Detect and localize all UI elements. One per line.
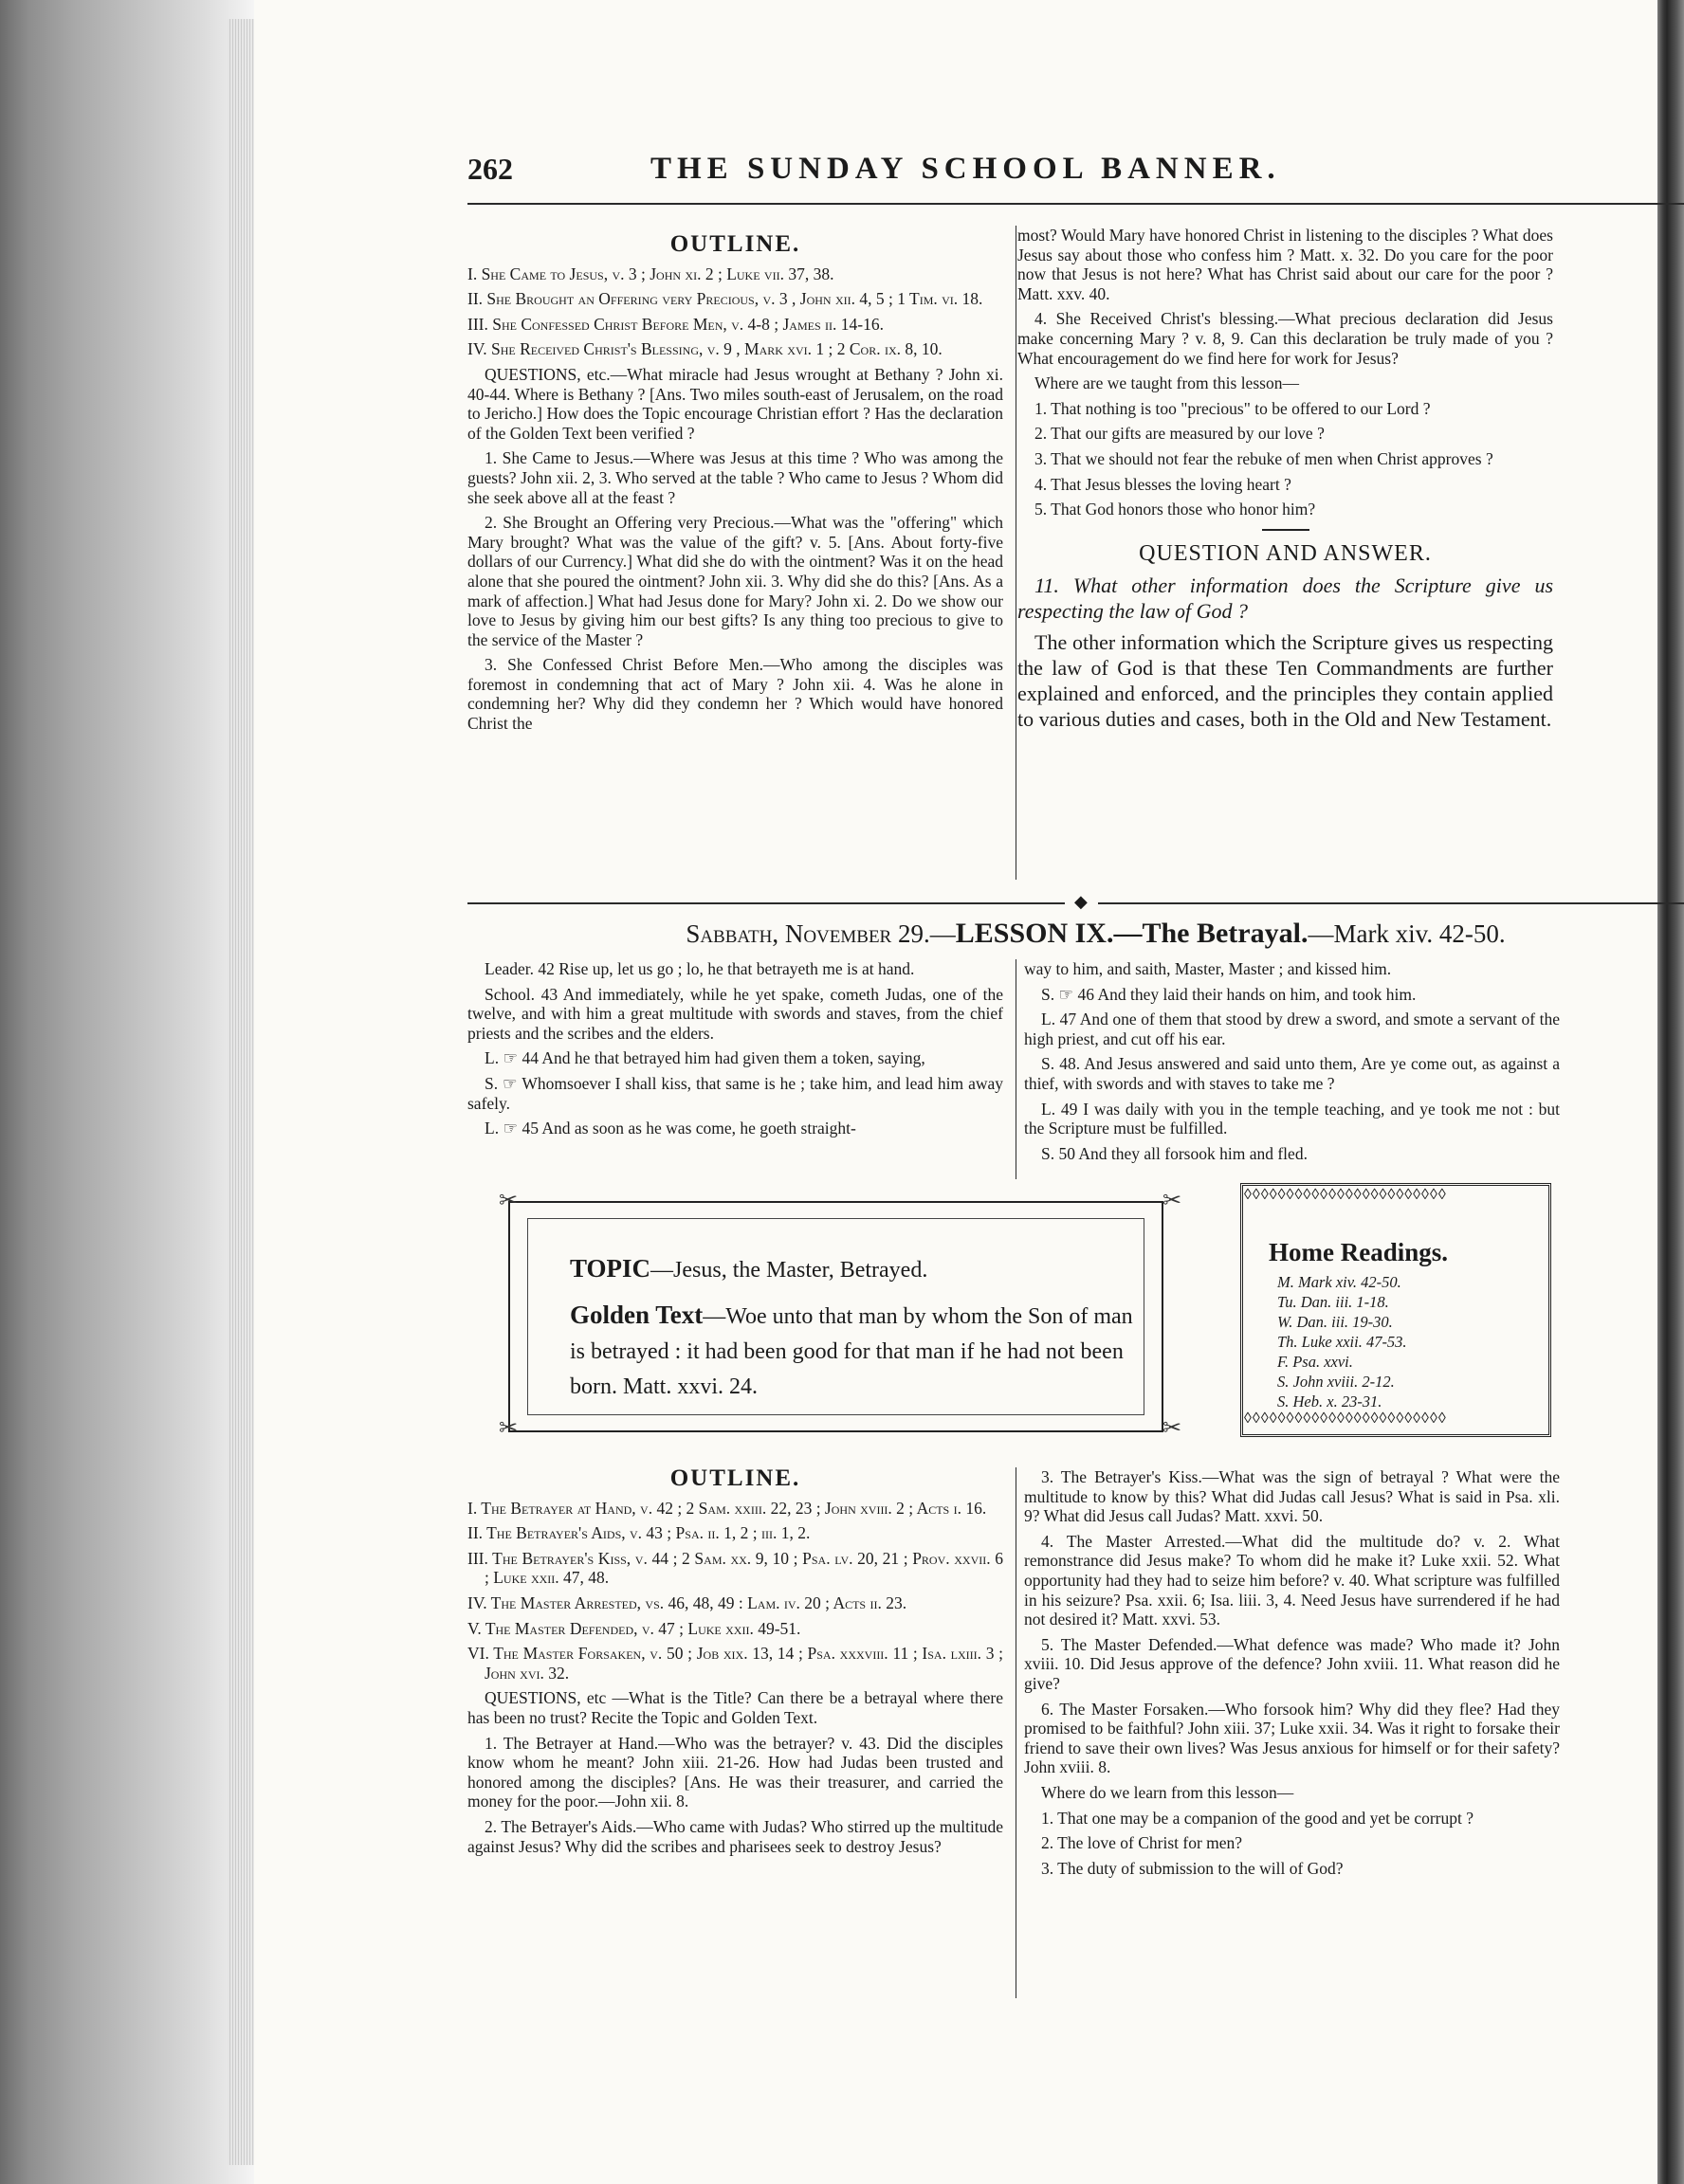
scripture-left-column <box>467 959 1003 1144</box>
question-paragraph: 3. She Confessed Christ Before Men.—Who among the disciples was foremost in condemning that act of Mary ? John xii. 4. Was he alone in condemning her? Why did they condemn her ? Which would have honored Christ the <box>467 655 1003 734</box>
lesson-title <box>467 918 1684 950</box>
scripture-verse: School. 43 And immediately, while he yet spake, cometh Judas, one of the twelve, and with him a great multitude with swords and staves, from the chief priests and the scribes and the elders. <box>467 984 1003 1043</box>
ornament-diamond-icon: ◆ <box>1074 892 1088 911</box>
ornament-rule-right <box>1098 902 1684 904</box>
scripture-verse: L. 49 I was daily with you in the temple teaching, and ye took me not : but the Scripture must be fulfilled. <box>1024 1099 1560 1138</box>
lesson-point: 2. That our gifts are measured by our love ? <box>1034 424 1325 444</box>
question-paragraph: 1. The Betrayer at Hand.—Who was the betrayer? v. 43. Did the disciples know whom he meant? John xiii. 21-26. How had Judas been trusted and honored among the disciples? [Ans. He was their treasurer, and carried the money for the poor.—John xii. 8. <box>467 1733 1003 1811</box>
question-paragraph: 3. The Betrayer's Kiss.—What was the sign of betrayal ? What were the multitude to know by this? What did Judas call Jesus? What is said in Psa. xli. 9? What did Jesus call Judas? Matt. xxvi. 50. <box>1024 1467 1560 1526</box>
lesson-date: Sabbath, November 29.— <box>686 919 956 948</box>
topic-line <box>570 1251 1139 1288</box>
lesson-intro: Where are we taught from this lesson— <box>1034 373 1299 393</box>
home-readings-list <box>1277 1272 1407 1411</box>
home-reading-item: Th. Luke xxii. 47-53. <box>1277 1333 1407 1351</box>
page-stack-edge <box>228 19 254 2165</box>
scripture-right-column <box>1024 959 1560 1169</box>
question-paragraph: 1. She Came to Jesus.—Where was Jesus at this time ? Who was among the guests? John xii. 2, 3. Who served at the table ? Who came to Jesus ? Whom did she seek above all at the feast ? <box>467 448 1003 507</box>
qa-answer: The other information which the Scripture gives us respecting the law of God is that these Ten Commandments are further explained and enforced, and the principles they contain applied to various duties and cases, both in the Old and New Testament. <box>1017 630 1553 732</box>
page-title: THE SUNDAY SCHOOL BANNER. <box>650 152 1281 186</box>
lesson-point: 3. That we should not fear the rebuke of men when Christ approves ? <box>1034 448 1493 468</box>
scripture-verse: L. ☞ 45 And as soon as he was come, he goeth straight- <box>485 1119 856 1138</box>
question-paragraph: 4. She Received Christ's blessing.—What precious declaration did Jesus make concerning Mary ? v. 8, 9. Can this declaration be truly made of you ? What encouragement do we find here for work for Jesus? <box>1017 309 1553 368</box>
golden-text-label: Golden Text <box>570 1301 704 1329</box>
outline-item: VI. The Master Forsaken, v. 50 ; Job xix. 13, 14 ; Psa. xxxviii. 11 ; Isa. lxiii. 3 ; John xvi. 32. <box>467 1644 1003 1683</box>
home-reading-item: W. Dan. iii. 19-30. <box>1277 1313 1393 1331</box>
header-rule <box>467 203 1684 205</box>
question-paragraph: 6. The Master Forsaken.—Who forsook him? Why did they flee? Had they promised to be faithful? John xiii. 37; Luke xxii. 34. Was it right to forsake their friend to save their own lives? Was Jesus anxious for himself or for their safety? John xviii. 8. <box>1024 1699 1560 1777</box>
questions-paragraph: QUESTIONS, etc.—What miracle had Jesus wrought at Bethany ? John xi. 40-44. Where is Bethany ? [Ans. Two miles south-east of Jerusalem, on the road to Jericho.] How does the Topic encourage Christian effort ? Has the declaration of the Golden Text been verified ? <box>467 364 1003 443</box>
qa-heading: QUESTION AND ANSWER. <box>1139 540 1432 566</box>
scripture-verse: L. ☞ 44 And he that betrayed him had given them a token, saying, <box>485 1048 925 1068</box>
home-readings-title: Home Readings. <box>1269 1238 1448 1266</box>
corner-ornament-icon: ✂ <box>499 1189 519 1213</box>
lesson-point: 2. The love of Christ for men? <box>1041 1833 1243 1853</box>
outline2-left-column <box>467 1465 1003 1862</box>
outline-item: I. The Betrayer at Hand, v. 42 ; 2 Sam. xxiii. 22, 23 ; John xviii. 2 ; Acts i. 16. <box>467 1498 987 1518</box>
outline-item: III. The Betrayer's Kiss, v. 44 ; 2 Sam. xx. 9, 10 ; Psa. lv. 20, 21 ; Prov. xxvii. 6 ; Luke xxii. 47, 48. <box>467 1548 1003 1588</box>
lesson-point: 3. The duty of submission to the will of God? <box>1041 1858 1344 1878</box>
ornamental-border-bottom: ◊◊◊◊◊◊◊◊◊◊◊◊◊◊◊◊◊◊◊◊◊◊◊◊ <box>1244 1410 1447 1427</box>
lesson-point: 1. That one may be a companion of the good and yet be corrupt ? <box>1041 1808 1474 1828</box>
golden-text-line <box>570 1298 1139 1405</box>
ornamental-border-top: ◊◊◊◊◊◊◊◊◊◊◊◊◊◊◊◊◊◊◊◊◊◊◊◊ <box>1244 1187 1447 1203</box>
lesson-point: 5. That God honors those who honor him? <box>1034 500 1316 519</box>
scripture-verse: S. ☞ Whomsoever I shall kiss, that same is he ; take him, and lead him away safely. <box>467 1073 1003 1113</box>
scripture-verse: S. ☞ 46 And they laid their hands on him, and took him. <box>1041 984 1417 1004</box>
corner-ornament-icon: ✂ <box>499 1416 519 1441</box>
outline1-right-column <box>1017 226 1553 737</box>
topic-label: TOPIC <box>570 1254 651 1283</box>
scripture-verse: L. 47 And one of them that stood by drew a sword, and smote a servant of the high priest, and cut off his ear. <box>1024 1010 1560 1048</box>
home-reading-item: S. John xviii. 2-12. <box>1277 1373 1395 1391</box>
lesson-point: 4. That Jesus blesses the loving heart ? <box>1034 474 1291 494</box>
outline-item: I. She Came to Jesus, v. 3 ; John xi. 2 ; Luke vii. 37, 38. <box>467 264 834 283</box>
outline1-heading: OUTLINE. <box>669 231 801 257</box>
scripture-verse: Leader. 42 Rise up, let us go ; lo, he that betrayeth me is at hand. <box>485 959 915 978</box>
qa-question: 11. What other information does the Scripture give us respecting the law of God ? <box>1017 573 1553 624</box>
outline2-heading: OUTLINE. <box>669 1465 801 1491</box>
home-reading-item: Tu. Dan. iii. 1-18. <box>1277 1293 1389 1311</box>
question-paragraph: 5. The Master Defended.—What defence was made? Who made it? John xviii. 10. Did Jesus approve of the defence? John xviii. 11. What reason did he give? <box>1024 1634 1560 1693</box>
outline-item: II. She Brought an Offering very Precious, v. 3 , John xii. 4, 5 ; 1 Tim. vi. 18. <box>467 289 983 309</box>
home-reading-item: M. Mark xiv. 42-50. <box>1277 1273 1401 1291</box>
short-rule <box>1262 529 1309 531</box>
lesson-intro: Where do we learn from this lesson— <box>1041 1782 1294 1802</box>
topic-text-block <box>570 1251 1139 1405</box>
outline-item: III. She Confessed Christ Before Men, v. 4-8 ; James ii. 14-16. <box>467 314 884 334</box>
outline-item: IV. She Received Christ's Blessing, v. 9 , Mark xvi. 1 ; 2 Cor. ix. 8, 10. <box>467 339 943 359</box>
book-page <box>254 0 1657 2184</box>
page-number: 262 <box>467 152 513 186</box>
scripture-verse: S. 48. And Jesus answered and said unto them, Are ye come out, as against a thief, with swords and with staves to take me ? <box>1024 1054 1560 1093</box>
scripture-verse: S. 50 And they all forsook him and fled. <box>1041 1143 1308 1163</box>
corner-ornament-icon: ✂ <box>1162 1416 1182 1441</box>
lesson-reference: —Mark xiv. 42-50. <box>1308 919 1506 948</box>
ornament-rule-left <box>467 902 1065 904</box>
home-reading-item: S. Heb. x. 23-31. <box>1277 1392 1382 1410</box>
question-paragraph: most? Would Mary have honored Christ in listening to the disciples ? What does Jesus say about those who confess him ? Matt. x. 32. Do you care for the poor now that Jesus is not here? What has Christ said about our care for the poor ? Matt. xxv. 40. <box>1017 226 1553 303</box>
book-spine-edge <box>0 0 254 2184</box>
lesson-point: 1. That nothing is too "precious" to be offered to our Lord ? <box>1034 398 1431 418</box>
question-paragraph: 2. The Betrayer's Aids.—Who came with Judas? Who stirred up the multitude against Jesus? Why did the scribes and pharisees seek to destroy Jesus? <box>467 1816 1003 1856</box>
question-paragraph: 2. She Brought an Offering very Precious.—What was the "offering" which Mary brought? What was the value of the gift? v. 5. [Ans. About forty-five dollars of our Currency.] What did she do with the ointment? Was it on the head alone that she poured the ointment? John xii. 3. Why did she do this? [Ans. As a mark of affection.] What had Jesus done for Mary? John xi. 2. Do we show our love to Jesus by giving him our best gifts? Is any thing too precious to give to the service of the Master ? <box>467 513 1003 649</box>
lesson-name: LESSON IX.—The Betrayal. <box>955 918 1309 949</box>
outline-item: II. The Betrayer's Aids, v. 43 ; Psa. ii. 1, 2 ; iii. 1, 2. <box>467 1523 811 1543</box>
next-page-edge <box>1657 0 1684 2184</box>
questions-paragraph: QUESTIONS, etc —What is the Title? Can there be a betrayal where there has been no trust? Recite the Topic and Golden Text. <box>467 1688 1003 1727</box>
scripture-verse: way to him, and saith, Master, Master ; and kissed him. <box>1024 959 1392 978</box>
outline-item: V. The Master Defended, v. 47 ; Luke xxii. 49-51. <box>467 1618 801 1638</box>
outline-item: IV. The Master Arrested, vs. 46, 48, 49 : Lam. iv. 20 ; Acts ii. 23. <box>467 1592 907 1612</box>
home-reading-item: F. Psa. xxvi. <box>1277 1353 1353 1371</box>
topic-text: —Jesus, the Master, Betrayed. <box>650 1258 928 1283</box>
corner-ornament-icon: ✂ <box>1162 1189 1182 1213</box>
outline2-right-column <box>1024 1467 1560 1884</box>
question-paragraph: 4. The Master Arrested.—What did the multitude do? v. 2. What remonstrance did Jesus make? To whom did he make it? Luke xxii. 52. What opportunity had they had to seize him before? v. 40. What scripture was fulfilled in his seizure? Psa. xxii. 6; Isa. liii. 3, 4. Need Jesus have surrendered if he had not desired it? Matt. xxvi. 53. <box>1024 1531 1560 1629</box>
golden-text: —Woe unto that man by whom the Son of man is betrayed : it had been good for that man if he had not been born. Matt. xxvi. 24. <box>570 1304 1133 1399</box>
outline1-left-column <box>467 231 1003 739</box>
